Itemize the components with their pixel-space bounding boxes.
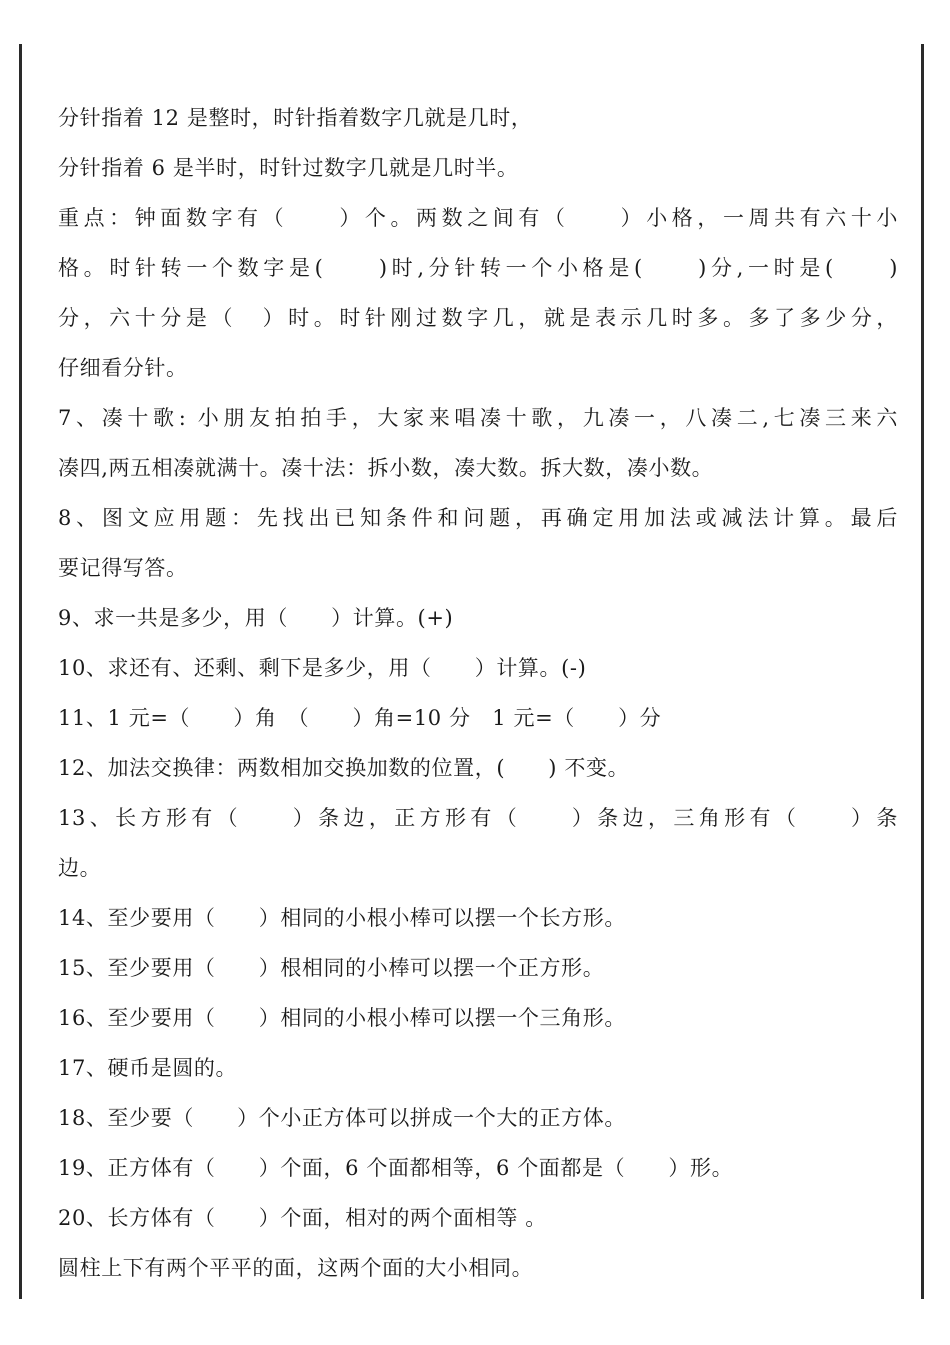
text-line: 分，六十分是（ ）时。时针刚过数字几，就是表示几时多。多了多少分， bbox=[58, 306, 898, 330]
text-line: 7、凑十歌: 小朋友拍拍手，大家来唱凑十歌，九凑一，八凑二,七凑三来六 bbox=[58, 406, 898, 430]
text-line: 15、至少要用（ ）根相同的小棒可以摆一个正方形。 bbox=[58, 956, 605, 980]
text-line: 分针指着 6 是半时，时针过数字几就是几时半。 bbox=[58, 156, 519, 180]
text-line: 13、长方形有（ ）条边，正方形有（ ）条边，三角形有（ ）条 bbox=[58, 806, 898, 830]
text-line: 9、求一共是多少，用（ ）计算。(+) bbox=[58, 606, 454, 630]
text-line: 20、长方体有（ ）个面，相对的两个面相等 。 bbox=[58, 1206, 547, 1230]
text-line: 凑四,两五相凑就满十。凑十法：拆小数，凑大数。拆大数，凑小数。 bbox=[58, 456, 714, 480]
text-line: 17、硬币是圆的。 bbox=[58, 1056, 238, 1080]
text-line: 仔细看分针。 bbox=[58, 356, 188, 380]
document-body bbox=[58, 96, 898, 1296]
text-line: 重点：钟面数字有（ ）个。两数之间有（ ）小格，一周共有六十小 bbox=[58, 206, 898, 230]
text-line: 18、至少要（ ）个小正方体可以拼成一个大的正方体。 bbox=[58, 1106, 626, 1130]
text-line: 16、至少要用（ ）相同的小根小棒可以摆一个三角形。 bbox=[58, 1006, 626, 1030]
text-line: 要记得写答。 bbox=[58, 556, 188, 580]
text-line: 12、加法交换律：两数相加交换加数的位置，( ) 不变。 bbox=[58, 756, 630, 780]
text-line: 14、至少要用（ ）相同的小根小棒可以摆一个长方形。 bbox=[58, 906, 626, 930]
text-line: 边。 bbox=[58, 856, 102, 880]
text-line: 圆柱上下有两个平平的面，这两个面的大小相同。 bbox=[58, 1256, 534, 1280]
text-line: 19、正方体有（ ）个面，6 个面都相等，6 个面都是（ ）形。 bbox=[58, 1156, 734, 1180]
text-line: 分针指着 12 是整时，时针指着数字几就是几时， bbox=[58, 106, 533, 130]
text-line: 8、图文应用题：先找出已知条件和问题，再确定用加法或减法计算。最后 bbox=[58, 506, 898, 530]
text-line: 10、求还有、还剩、剩下是多少，用（ ）计算。(-) bbox=[58, 656, 587, 680]
page-border-right bbox=[921, 44, 924, 1299]
page-border-left bbox=[19, 44, 22, 1299]
text-line: 11、1 元=（ ）角 （ ）角=10 分 1 元=（ ）分 bbox=[58, 706, 662, 730]
text-line: 格。时针转一个数字是( )时,分针转一个小格是( )分,一时是( ) bbox=[58, 256, 898, 280]
